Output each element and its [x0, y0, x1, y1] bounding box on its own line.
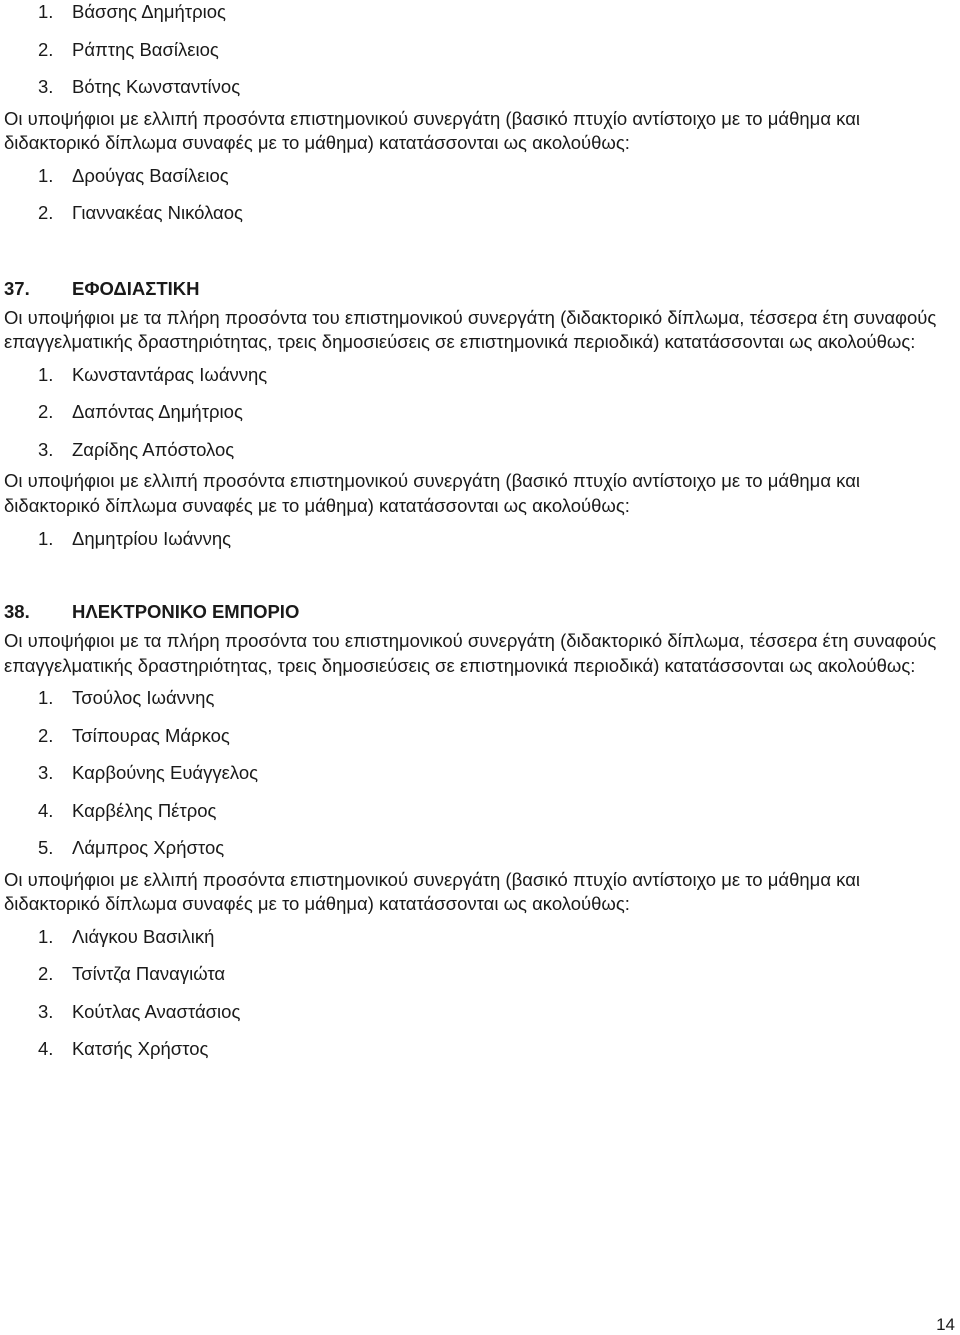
- list-item: [4, 925, 944, 963]
- candidate-name: Βότης Κωνσταντίνος: [72, 76, 241, 97]
- list-item-number: 1.: [38, 527, 54, 549]
- list-item: [4, 1037, 944, 1075]
- section-title: ΗΛΕΚΤΡΟΝΙΚΟ ΕΜΠΟΡΙΟ: [72, 601, 300, 623]
- list-item-number: 1.: [38, 687, 54, 709]
- list-item-number: 1.: [38, 925, 54, 947]
- full-qualifications-paragraph: Οι υποψήφιοι με τα πλήρη προσόντα του επιστημονικού συνεργάτη (διδακτορικό δίπλωμα, τέσσερα έτη συναφούς επαγγελματικής δραστηριότητας, τρεις δημοσιεύσεις σε επιστημονικά περιοδικά) κατατάσσονται ως ακολούθως:: [4, 306, 937, 353]
- list-item-number: 3.: [38, 438, 54, 460]
- list-item-number: 3.: [38, 1000, 54, 1022]
- list-item: [4, 1000, 944, 1038]
- candidate-name: Βάσσης Δημήτριος: [72, 1, 226, 22]
- section-37-full-list: [4, 363, 944, 476]
- list-item-number: 2.: [38, 724, 54, 746]
- list-item-number: 5.: [38, 837, 54, 859]
- full-qualifications-paragraph: Οι υποψήφιοι με τα πλήρη προσόντα του επιστημονικού συνεργάτη (διδακτορικό δίπλωμα, τέσσερα έτη συναφούς επαγγελματικής δραστηριότητας, τρεις δημοσιεύσεις σε επιστημονικά περιοδικά) κατατάσσονται ως ακολούθως:: [4, 630, 937, 676]
- list-item: [4, 0, 944, 38]
- section-spacer: [4, 239, 944, 277]
- list-item-number: 4.: [38, 1038, 54, 1060]
- list-item: [4, 799, 944, 837]
- candidate-name: Καρβούνης Ευάγγελος: [72, 762, 259, 784]
- list-item-number: 1.: [38, 164, 54, 186]
- partial-qualifications-paragraph: Οι υποψήφιοι με ελλιπή προσόντα επιστημονικού συνεργάτη (βασικό πτυχίο αντίστοιχο με το μάθημα και διδακτορικό δίπλωμα συναφές με το μάθημα) κατατάσσονται ως ακολούθως:: [4, 470, 860, 516]
- list-item-number: 4.: [38, 799, 54, 821]
- section-spacer: [4, 564, 944, 600]
- partial-qualifications-paragraph: Οι υποψήφιοι με ελλιπή προσόντα επιστημονικού συνεργάτη (βασικό πτυχίο αντίστοιχο με το μάθημα και διδακτορικό δίπλωμα συναφές με το μάθημα) κατατάσσονται ως ακολούθως:: [4, 868, 860, 915]
- page-number: 14: [936, 1315, 955, 1334]
- list-item-number: 2.: [38, 401, 54, 423]
- list-item-number: 2.: [38, 202, 54, 224]
- top-full-qualifications-list: [4, 0, 944, 113]
- list-item-number: 1.: [38, 363, 54, 385]
- top-partial-qualifications-list: [4, 164, 944, 239]
- candidate-name: Κατσής Χρήστος: [72, 1038, 209, 1060]
- list-item: [4, 363, 944, 401]
- section-37-partial-list: [4, 527, 944, 565]
- candidate-name: Ζαρίδης Απόστολος: [72, 438, 235, 460]
- list-item: [4, 686, 944, 724]
- section-title: ΕΦΟΔΙΑΣΤΙΚΗ: [72, 277, 200, 299]
- section-number: 38.: [4, 601, 30, 623]
- document-page: [4, 0, 944, 1075]
- candidate-name: Δρούγας Βασίλειος: [72, 164, 229, 186]
- candidate-name: Ράπτης Βασίλειος: [72, 38, 219, 60]
- section-38-full-list: [4, 686, 944, 874]
- list-item: [4, 962, 944, 1000]
- list-item-number: 3.: [38, 76, 54, 97]
- candidate-name: Τσίντζα Παναγιώτα: [72, 963, 226, 985]
- candidate-name: Καρβέλης Πέτρος: [72, 799, 217, 821]
- list-item: [4, 400, 944, 438]
- list-item: [4, 527, 944, 565]
- candidate-name: Τσίπουρας Μάρκος: [72, 724, 230, 746]
- candidate-name: Δαπόντας Δημήτριος: [72, 401, 243, 423]
- list-item: [4, 38, 944, 76]
- list-item-number: 2.: [38, 38, 54, 60]
- candidate-name: Κούτλας Αναστάσιος: [72, 1000, 241, 1022]
- list-item: [4, 761, 944, 799]
- list-item: [4, 164, 944, 202]
- list-item: [4, 201, 944, 239]
- list-item-number: 2.: [38, 963, 54, 985]
- candidate-name: Δημητρίου Ιωάννης: [72, 527, 232, 549]
- list-item-number: 1.: [38, 1, 54, 22]
- candidate-name: Τσούλος Ιωάννης: [72, 687, 215, 709]
- list-item: [4, 724, 944, 762]
- candidate-name: Λάμπρος Χρήστος: [72, 837, 225, 859]
- candidate-name: Λιάγκου Βασιλική: [72, 925, 215, 947]
- candidate-name: Κωνσταντάρας Ιωάννης: [72, 363, 268, 385]
- list-item-number: 3.: [38, 762, 54, 784]
- section-number: 37.: [4, 277, 30, 299]
- partial-qualifications-paragraph: Οι υποψήφιοι με ελλιπή προσόντα επιστημονικού συνεργάτη (βασικό πτυχίο αντίστοιχο με το μάθημα και διδακτορικό δίπλωμα συναφές με το μάθημα) κατατάσσονται ως ακολούθως:: [4, 107, 860, 154]
- section-38-partial-list: [4, 925, 944, 1075]
- candidate-name: Γιαννακέας Νικόλαος: [72, 202, 243, 224]
